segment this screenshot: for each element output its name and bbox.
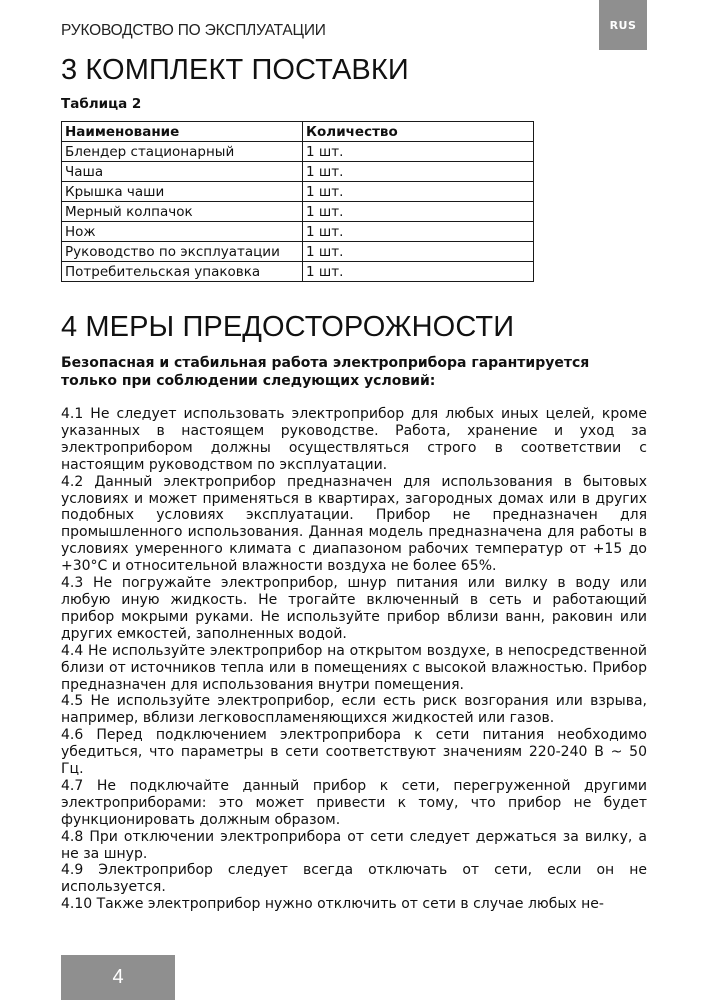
precaution-item: 4.1 Не следует использовать электроприбор для любых иных целей, кроме указанных в настоящем руководстве. Работа, хранение и уход за электроприбором должны осуществляться строго в соответствии с настоящим руководством по эксплуатации. (61, 406, 647, 473)
language-tab: RUS (599, 0, 647, 50)
precaution-item: 4.6 Перед подключением электроприбора к сети питания необходимо убедиться, что параметры в сети соответствуют значениям 220-240 В ~ 50 Гц. (61, 727, 647, 778)
table-row (62, 162, 534, 182)
precaution-item: 4.2 Данный электроприбор предназначен для использования в бытовых условиях и может применяться в квартирах, загородных домах или в других подобных условиях эксплуатации. Прибор не предназначен для промышленного использования. Данная модель предназначена для работы в условиях умеренного климата с диапазоном рабочих температур от +15 до +30°C и относительной влажности воздуха не более 65%. (61, 473, 647, 575)
precaution-item: 4.5 Не используйте электроприбор, если есть риск возгорания или взрыва, например, вблизи легковоспламеняющихся жидкостей или газов. (61, 693, 647, 727)
cell-item-quantity: 1 шт. (303, 242, 534, 262)
cell-item-quantity: 1 шт. (303, 262, 534, 282)
cell-item-name: Мерный колпачок (62, 202, 303, 222)
cell-item-name: Нож (62, 222, 303, 242)
table-body (62, 142, 534, 282)
table-caption: Таблица 2 (61, 96, 142, 112)
precaution-item: 4.7 Не подключайте данный прибор к сети, перегруженной другими электроприборами: это может привести к тому, что прибор не будет функционировать должным образом. (61, 777, 647, 828)
table-row (62, 262, 534, 282)
section-3-heading: 3 КОМПЛЕКТ ПОСТАВКИ (61, 54, 409, 86)
running-header-title: РУКОВОДСТВО ПО ЭКСПЛУАТАЦИИ (61, 22, 326, 39)
cell-item-quantity: 1 шт. (303, 162, 534, 182)
column-header-name: Наименование (62, 122, 303, 142)
cell-item-name: Чаша (62, 162, 303, 182)
table-header-row (62, 122, 534, 142)
cell-item-name: Крышка чаши (62, 182, 303, 202)
table-row (62, 242, 534, 262)
table-row (62, 182, 534, 202)
cell-item-name: Потребительская упаковка (62, 262, 303, 282)
precaution-item: 4.9 Электроприбор следует всегда отключать от сети, если он не используется. (61, 862, 647, 896)
delivery-set-table (61, 121, 534, 282)
section-4-intro: Безопасная и стабильная работа электроприбора гарантируется только при соблюдении следующих условий: (61, 355, 590, 389)
cell-item-quantity: 1 шт. (303, 222, 534, 242)
precaution-item: 4.3 Не погружайте электроприбор, шнур питания или вилку в воду или любую иную жидкость. Не трогайте включенный в сеть и работающий прибор мокрыми руками. Не используйте прибор вблизи ванн, раковин или других емкостей, заполненных водой. (61, 575, 647, 642)
table-row (62, 202, 534, 222)
precautions-list (61, 406, 647, 913)
table-row (62, 142, 534, 162)
precaution-item: 4.8 При отключении электроприбора от сети следует держаться за вилку, а не за шнур. (61, 828, 647, 862)
cell-item-name: Блендер стационарный (62, 142, 303, 162)
section-4-heading: 4 МЕРЫ ПРЕДОСТОРОЖНОСТИ (61, 311, 515, 343)
precaution-item: 4.4 Не используйте электроприбор на открытом воздухе, в непосредственной близи от источников тепла или в помещениях с высокой влажностью. Прибор предназначен для использования внутри помещения. (61, 642, 647, 693)
cell-item-quantity: 1 шт. (303, 182, 534, 202)
cell-item-quantity: 1 шт. (303, 202, 534, 222)
precaution-item: 4.10 Также электроприбор нужно отключить от сети в случае любых не- (61, 896, 604, 913)
cell-item-quantity: 1 шт. (303, 142, 534, 162)
table-row (62, 222, 534, 242)
page-number: 4 (112, 966, 124, 988)
cell-item-name: Руководство по эксплуатации (62, 242, 303, 262)
page-number-box (61, 955, 175, 1000)
column-header-quantity: Количество (303, 122, 534, 142)
